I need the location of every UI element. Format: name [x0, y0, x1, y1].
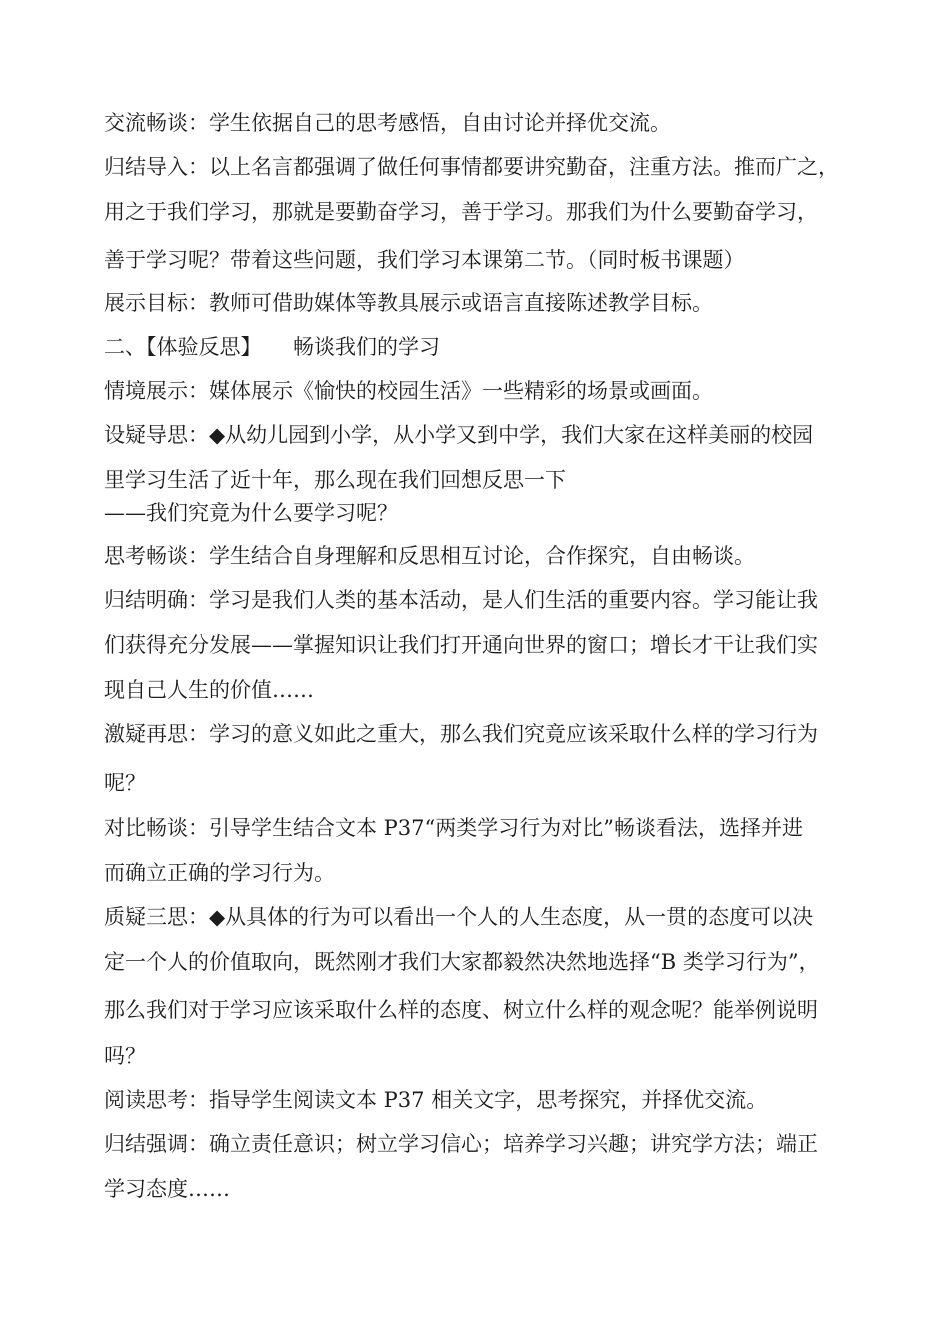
text-line-4: 善于学习呢？带着这些问题，我们学习本课第二节。（同时板书课题）: [104, 248, 745, 272]
section-heading: 二、【体验反思】 畅谈我们的学习: [104, 335, 440, 359]
text-line-12: 归结明确：学习是我们人类的基本活动，是人们生活的重要内容。学习能让我: [104, 588, 818, 612]
text-line-17: 对比畅谈：引导学生结合文本 P37“两类学习行为对比”畅谈看法，选择并进: [104, 816, 803, 840]
text-line-14: 现自己人生的价值……: [104, 678, 314, 702]
text-line-8: 设疑导思：◆从幼儿园到小学，从小学又到中学，我们大家在这样美丽的校园: [104, 423, 814, 447]
text-line-16: 呢？: [104, 771, 146, 795]
text-line-21: 那么我们对于学习应该采取什么样的态度、树立什么样的观念呢？能举例说明: [104, 998, 818, 1022]
text-line-23: 阅读思考：指导学生阅读文本 P37 相关文字，思考探究，并择优交流。: [104, 1088, 768, 1112]
text-line-22: 吗？: [104, 1044, 146, 1068]
text-line-20: 定一个人的价值取向，既然刚才我们大家都毅然决然地选择“B 类学习行为”，: [104, 950, 820, 974]
text-line-3: 用之于我们学习，那就是要勤奋学习，善于学习。那我们为什么要勤奋学习，: [104, 200, 818, 224]
text-line-13: 们获得充分发展——掌握知识让我们打开通向世界的窗口；增长才干让我们实: [104, 633, 818, 657]
text-line-9: 里学习生活了近十年，那么现在我们回想反思一下: [104, 468, 566, 492]
text-line-18: 而确立正确的学习行为。: [104, 861, 335, 885]
text-line-19: 质疑三思：◆从具体的行为可以看出一个人的人生态度，从一贯的态度可以决: [104, 905, 814, 929]
text-line-1: 交流畅谈：学生依据自己的思考感悟，自由讨论并择优交流。: [104, 111, 671, 135]
text-line-25: 学习态度……: [104, 1177, 230, 1201]
text-line-7: 情境展示：媒体展示《愉快的校园生活》一些精彩的场景或画面。: [104, 379, 713, 403]
text-line-2: 归结导入：以上名言都强调了做任何事情都要讲究勤奋，注重方法。推而广之，: [104, 155, 839, 179]
text-line-5: 展示目标：教师可借助媒体等教具展示或语言直接陈述教学目标。: [104, 291, 713, 315]
text-line-10: ——我们究竟为什么要学习呢？: [104, 501, 398, 525]
text-line-11: 思考畅谈：学生结合自身理解和反思相互讨论，合作探究，自由畅谈。: [104, 544, 755, 568]
text-line-15: 激疑再思：学习的意义如此之重大，那么我们究竟应该采取什么样的学习行为: [104, 722, 818, 746]
text-line-24: 归结强调：确立责任意识；树立学习信心；培养学习兴趣；讲究学方法；端正: [104, 1132, 818, 1156]
